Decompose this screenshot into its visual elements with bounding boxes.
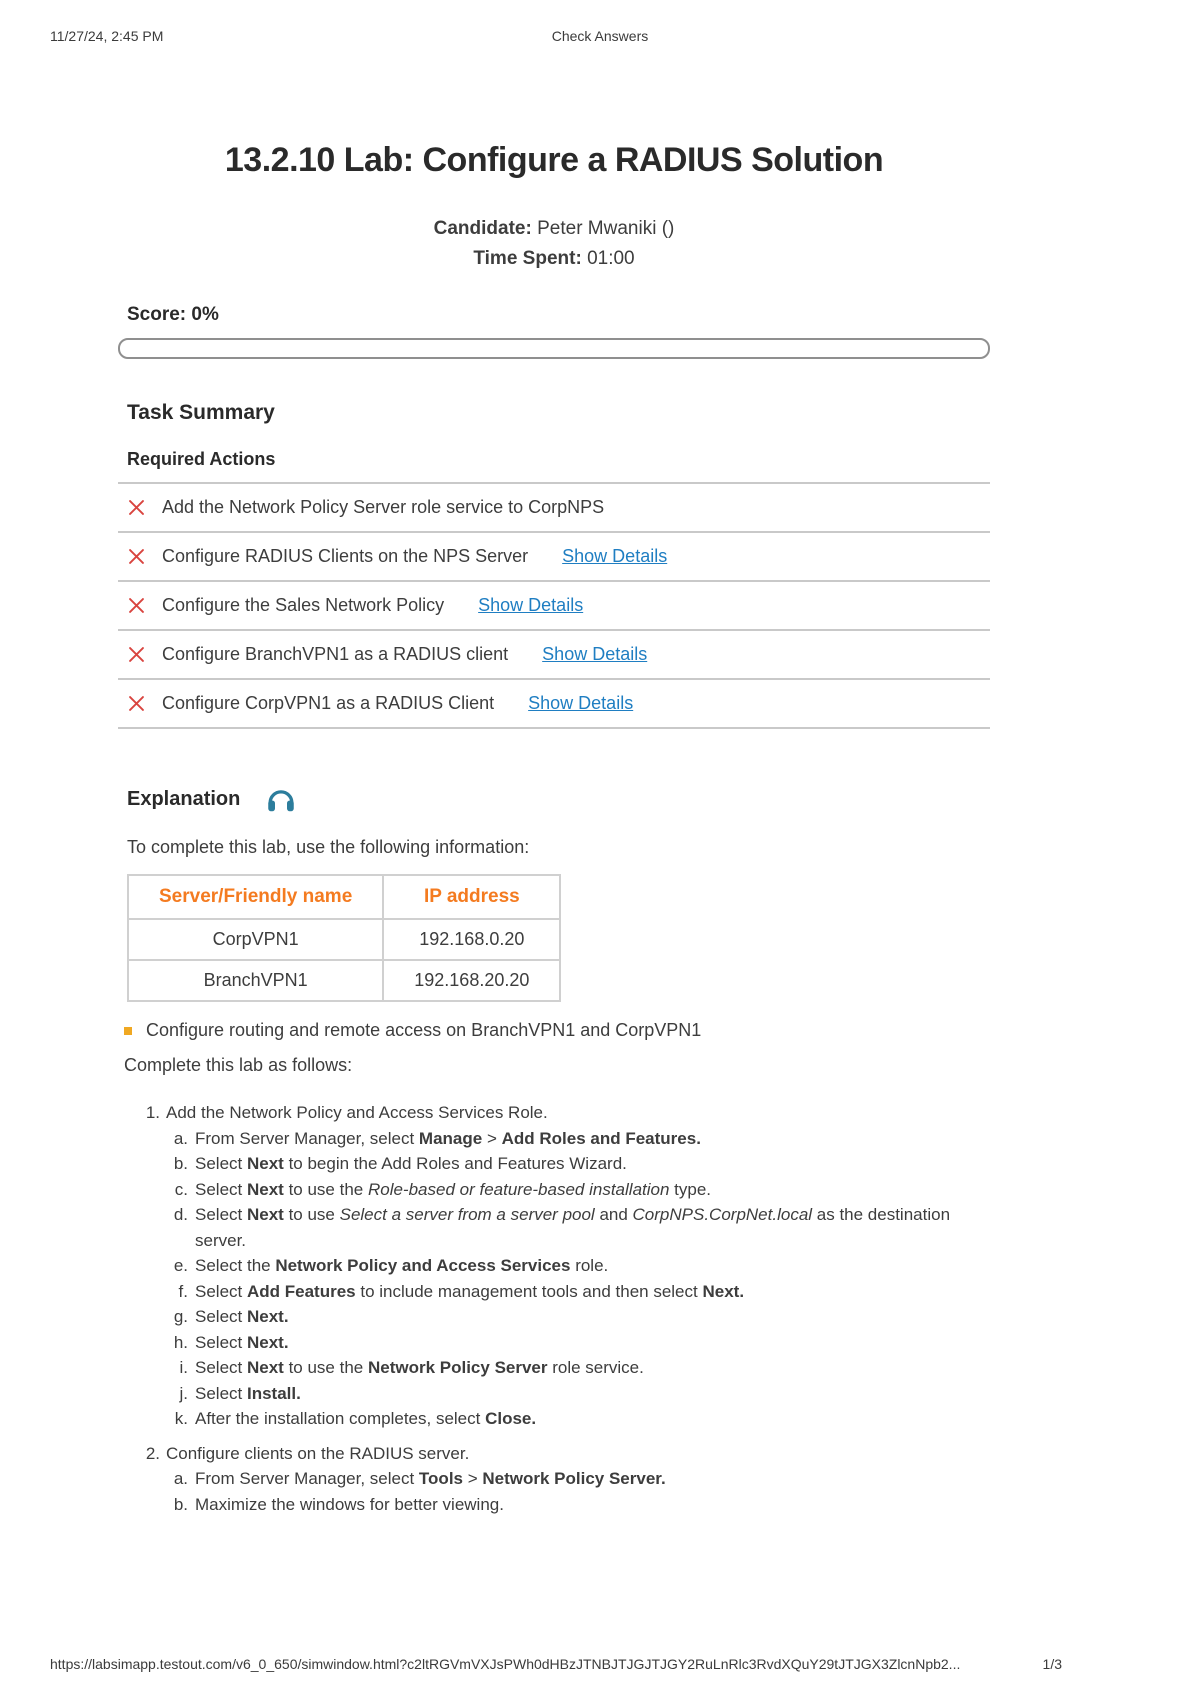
- substep-item: [138, 1466, 990, 1492]
- substep-letter: b.: [173, 1154, 188, 1173]
- step-text-segment: Next: [246, 1154, 284, 1173]
- substep-text: [195, 1279, 744, 1305]
- required-action-text: Add the Network Policy Server role service to CorpNPS: [162, 497, 605, 517]
- info-table-header-cell: Server/Friendly name: [128, 875, 383, 919]
- substep-item: [138, 1304, 990, 1330]
- score-progress-bar: [118, 338, 990, 359]
- print-footer: [0, 1656, 1200, 1672]
- bullet-note-row: [118, 1020, 990, 1041]
- step-text-segment: Maximize the windows for better viewing.: [195, 1494, 504, 1514]
- step-text-segment: Select: [195, 1154, 247, 1173]
- substep-letter: k.: [174, 1409, 188, 1428]
- candidate-name: Peter Mwaniki (): [537, 218, 675, 239]
- time-spent-value: 01:00: [587, 248, 635, 269]
- info-table-cell: 192.168.0.20: [383, 919, 560, 960]
- step-text-segment: Select: [195, 1332, 247, 1352]
- substep-text: [195, 1177, 711, 1203]
- explanation-heading: Explanation: [127, 787, 241, 810]
- substep-text: [195, 1381, 301, 1407]
- step-text: [166, 1441, 469, 1467]
- steps-list: [118, 1100, 990, 1517]
- show-details-link[interactable]: Show Details: [478, 595, 584, 615]
- step-text-segment: Role-based or feature-based installation: [367, 1179, 670, 1199]
- step-text-segment: Select: [195, 1358, 247, 1377]
- step-text: [166, 1100, 548, 1126]
- step-text-segment: Network Policy Server: [367, 1358, 548, 1377]
- substep-letter: e.: [173, 1256, 188, 1275]
- required-action-row: [118, 582, 990, 631]
- substep-text: [195, 1304, 289, 1330]
- required-actions-heading: Required Actions: [127, 449, 276, 469]
- step-text-segment: to use the: [283, 1179, 368, 1199]
- substep-letter: c.: [174, 1179, 188, 1199]
- step-text-segment: Add Roles and Features.: [501, 1128, 701, 1148]
- info-table-cell: BranchVPN1: [128, 960, 383, 1001]
- required-actions-list: [118, 482, 990, 729]
- time-spent-line: [118, 244, 990, 274]
- info-table-header-row: [128, 875, 560, 919]
- substep-letter: a.: [173, 1469, 188, 1488]
- explanation-intro: To complete this lab, use the following information:: [127, 837, 530, 857]
- substep-item: [138, 1177, 990, 1203]
- task-summary-heading: Task Summary: [127, 401, 275, 424]
- bullet-note-text: Configure routing and remote access on BranchVPN1 and CorpVPN1: [146, 1020, 702, 1040]
- explanation-header: [118, 785, 990, 813]
- step-text-segment: Next.: [702, 1281, 745, 1301]
- step-text-segment: Close.: [485, 1409, 537, 1428]
- step-text-segment: Select: [195, 1205, 247, 1224]
- required-action-text: Configure CorpVPN1 as a RADIUS Client: [162, 693, 495, 713]
- step-text-segment: Next: [246, 1358, 284, 1377]
- step-number: 2.: [145, 1443, 160, 1463]
- step-text-segment: role.: [570, 1256, 609, 1275]
- substep-letter: b.: [173, 1494, 188, 1514]
- substep-text: [195, 1202, 970, 1253]
- required-action-text: Configure RADIUS Clients on the NPS Server: [162, 546, 529, 566]
- info-table-cell: CorpVPN1: [128, 919, 383, 960]
- report-content: [118, 141, 990, 1517]
- step-text-segment: and: [594, 1205, 633, 1224]
- incorrect-x-icon: [127, 498, 147, 518]
- substep-text: [195, 1151, 627, 1177]
- step-text-segment: Next: [246, 1205, 284, 1224]
- candidate-block: [118, 214, 990, 274]
- step-text-segment: Tools: [418, 1469, 463, 1488]
- step-text-segment: Network Policy and Access Services: [275, 1256, 571, 1275]
- substep-text: [195, 1406, 536, 1432]
- incorrect-x-icon: [127, 694, 147, 714]
- headphones-icon[interactable]: [266, 785, 296, 813]
- step-text-segment: Select the: [195, 1256, 276, 1275]
- required-action-row: [118, 680, 990, 729]
- step-text-segment: role service.: [547, 1358, 644, 1377]
- footer-page-indicator: 1/3: [1042, 1656, 1062, 1672]
- step-text-segment: to use the: [283, 1358, 368, 1377]
- step-item: [138, 1100, 990, 1126]
- step-text-segment: to include management tools and then select: [355, 1281, 703, 1301]
- step-text-segment: Select: [195, 1179, 247, 1199]
- substep-letter: d.: [173, 1205, 188, 1224]
- substep-text: [195, 1126, 701, 1152]
- substep-letter: i.: [179, 1358, 188, 1377]
- step-text-segment: Select a server from a server pool: [339, 1205, 595, 1224]
- substep-item: [138, 1492, 990, 1518]
- substep-item: [138, 1406, 990, 1432]
- required-action-row: [118, 631, 990, 680]
- required-action-row: [118, 533, 990, 582]
- step-text-segment: Manage: [418, 1128, 483, 1148]
- score-value: 0%: [191, 304, 219, 325]
- step-text-segment: >: [482, 1128, 502, 1148]
- show-details-link[interactable]: Show Details: [542, 644, 648, 664]
- substep-item: [138, 1151, 990, 1177]
- substep-text: [195, 1355, 644, 1381]
- step-text-segment: Select: [195, 1383, 247, 1403]
- step-text-segment: Install.: [246, 1383, 301, 1403]
- show-details-link[interactable]: Show Details: [562, 546, 668, 566]
- step-text-segment: Next: [246, 1179, 284, 1199]
- score-label: Score:: [127, 304, 187, 325]
- step-text-segment: Next.: [246, 1332, 289, 1352]
- step-text-segment: to use: [283, 1205, 340, 1224]
- score-line: [118, 304, 990, 326]
- info-table-header-cell: IP address: [383, 875, 560, 919]
- step-text-segment: From Server Manager, select: [195, 1128, 419, 1148]
- substep-item: [138, 1279, 990, 1305]
- substep-letter: j.: [179, 1383, 188, 1403]
- time-spent-label: Time Spent:: [473, 248, 582, 269]
- substep-text: [195, 1492, 504, 1518]
- incorrect-x-icon: [127, 547, 147, 567]
- required-action-text: Configure the Sales Network Policy: [162, 595, 445, 615]
- incorrect-x-icon: [127, 596, 147, 616]
- info-table-cell: 192.168.20.20: [383, 960, 560, 1001]
- substep-letter: a.: [173, 1128, 188, 1148]
- info-table: [127, 874, 561, 1002]
- page-title: 13.2.10 Lab: Configure a RADIUS Solution: [224, 141, 884, 179]
- step-text-segment: >: [463, 1469, 483, 1488]
- step-text-segment: type.: [669, 1179, 712, 1199]
- substep-item: [138, 1126, 990, 1152]
- substep-item: [138, 1355, 990, 1381]
- header-datetime: 11/27/24, 2:45 PM: [50, 28, 164, 44]
- header-doc-title: Check Answers: [551, 28, 649, 44]
- step-number: 1.: [145, 1103, 160, 1122]
- candidate-label: Candidate:: [433, 218, 532, 239]
- step-item: [138, 1441, 990, 1467]
- substep-letter: g.: [173, 1307, 188, 1326]
- step-text-segment: Add Features: [246, 1281, 356, 1301]
- substep-letter: f.: [178, 1281, 188, 1301]
- step-text-segment: Next.: [246, 1307, 289, 1326]
- substep-item: [138, 1253, 990, 1279]
- step-text-segment: After the installation completes, select: [195, 1409, 486, 1428]
- info-table-row: [128, 919, 560, 960]
- footer-url: https://labsimapp.testout.com/v6_0_650/simwindow.html?c2ltRGVmVXJsPWh0dHBzJTNBJTJGJTJGY2RuLnRlc3RvdXQuY29tJTJGX3ZlcnNpb2...: [50, 1656, 961, 1672]
- substep-text: [195, 1466, 666, 1492]
- step-text-segment: From Server Manager, select: [195, 1469, 419, 1488]
- step-text-segment: CorpNPS.CorpNet.local: [632, 1205, 813, 1224]
- substep-item: [138, 1381, 990, 1407]
- bullet-square-icon: [124, 1027, 132, 1035]
- substep-text: [195, 1253, 608, 1279]
- step-text-segment: Add the Network Policy and Access Services Role.: [166, 1103, 548, 1122]
- substep-letter: h.: [173, 1332, 188, 1352]
- follow-label: Complete this lab as follows:: [124, 1055, 353, 1075]
- step-text-segment: Network Policy Server.: [482, 1469, 666, 1488]
- step-text-segment: as the destination server.: [195, 1205, 951, 1250]
- step-text-segment: Select: [195, 1281, 247, 1301]
- print-header: [0, 0, 1200, 44]
- info-table-row: [128, 960, 560, 1001]
- step-text-segment: Select: [195, 1307, 247, 1326]
- substep-item: [138, 1330, 990, 1356]
- required-action-row: [118, 484, 990, 533]
- substep-item: [138, 1202, 990, 1253]
- substep-text: [195, 1330, 289, 1356]
- info-table-body: [128, 919, 560, 1001]
- candidate-line: [118, 214, 990, 244]
- incorrect-x-icon: [127, 645, 147, 665]
- required-action-text: Configure BranchVPN1 as a RADIUS client: [162, 644, 509, 664]
- step-text-segment: to begin the Add Roles and Features Wizard.: [283, 1154, 627, 1173]
- step-text-segment: Configure clients on the RADIUS server.: [166, 1443, 470, 1463]
- show-details-link[interactable]: Show Details: [528, 693, 634, 713]
